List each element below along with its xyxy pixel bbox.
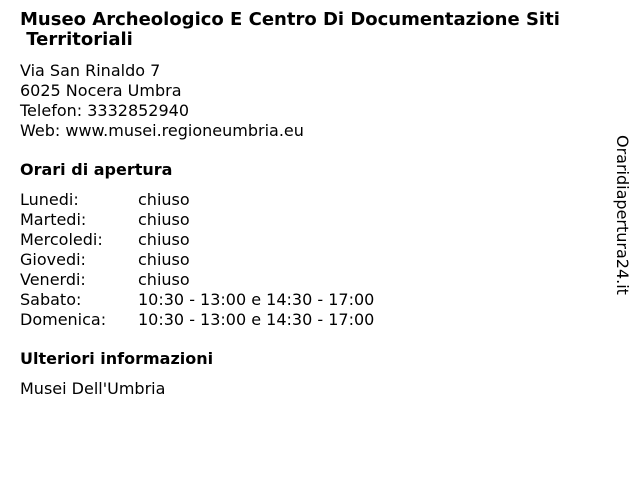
hours-day: Domenica: [20, 310, 107, 329]
hours-value: chiuso [138, 250, 190, 269]
hours-day: Lunedi: [20, 190, 79, 209]
hours-day: Sabato: [20, 290, 82, 309]
more-info-text: Musei Dell'Umbria [20, 379, 166, 398]
hours-value: chiuso [138, 270, 190, 289]
hours-row-lunedi [20, 190, 610, 210]
website-link[interactable]: Web: www.musei.regioneumbria.eu [20, 121, 304, 140]
hours-value: chiuso [138, 190, 190, 209]
brand-watermark [612, 135, 632, 310]
page-title: Museo Archeologico E Centro Di Documentazione Siti Territoriali [20, 9, 560, 50]
business-card [20, 10, 610, 399]
hours-day: Martedi: [20, 210, 87, 229]
address-block [20, 61, 610, 141]
hours-value: 10:30 - 13:00 e 14:30 - 17:00 [138, 310, 375, 329]
hours-day: Mercoledi: [20, 230, 103, 249]
hours-value: chiuso [138, 230, 190, 249]
city-postcode: 6025 Nocera Umbra [20, 81, 182, 100]
hours-row-domenica [20, 310, 610, 330]
opening-hours-table [20, 190, 610, 330]
hours-row-sabato [20, 290, 610, 310]
hours-value: chiuso [138, 210, 190, 229]
hours-value: 10:30 - 13:00 e 14:30 - 17:00 [138, 290, 375, 309]
hours-row-martedi [20, 210, 610, 230]
street-address: Via San Rinaldo 7 [20, 61, 161, 80]
opening-hours-heading: Orari di apertura [20, 160, 173, 179]
phone-number: Telefon: 3332852940 [20, 101, 190, 120]
brand-watermark-text: Oraridiapertura24.it [613, 135, 632, 295]
hours-row-venerdi [20, 270, 610, 290]
more-info-heading: Ulteriori informazioni [20, 349, 214, 368]
hours-row-giovedi [20, 250, 610, 270]
hours-day: Giovedi: [20, 250, 86, 269]
hours-row-mercoledi [20, 230, 610, 250]
hours-day: Venerdi: [20, 270, 86, 289]
